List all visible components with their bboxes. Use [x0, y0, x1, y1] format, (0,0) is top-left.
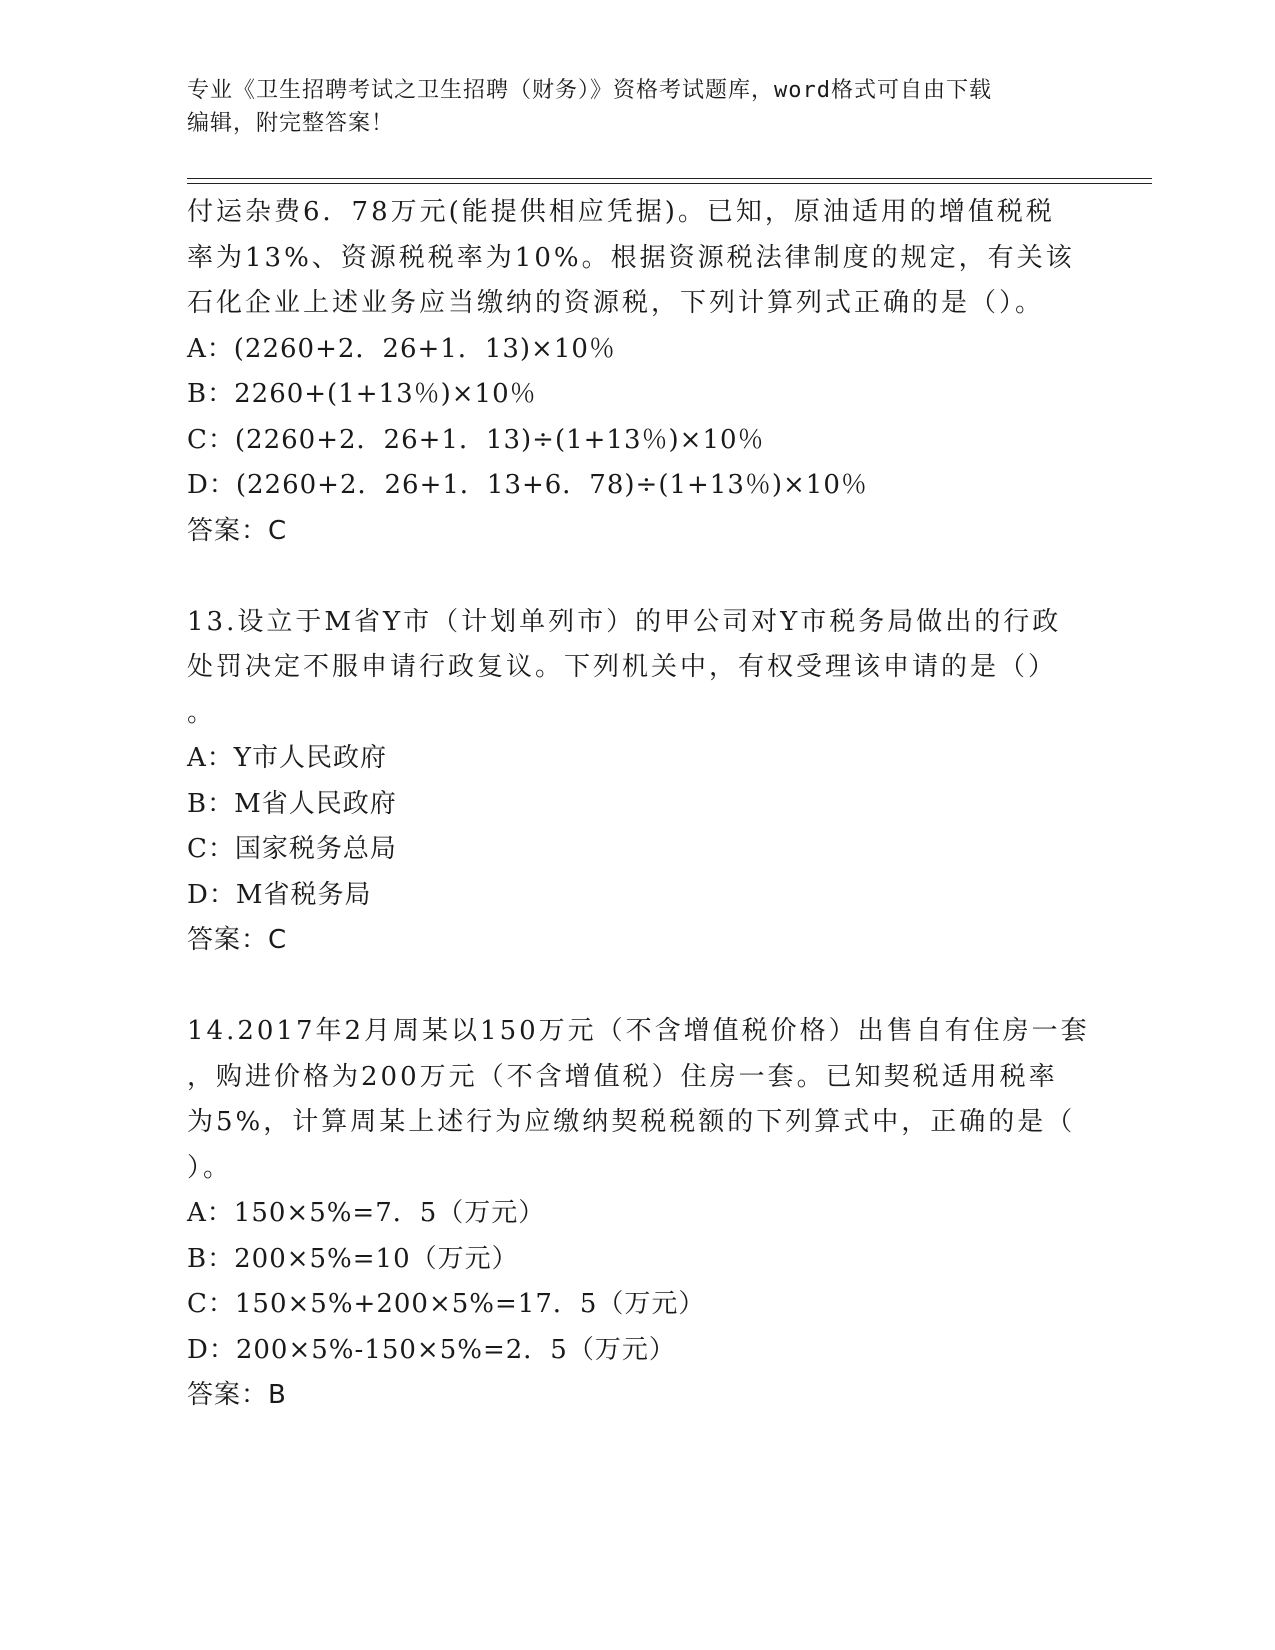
option-d: D：200×5%-150×5%=2．5（万元） — [187, 1334, 676, 1365]
question-12-continued — [187, 190, 1087, 554]
header-divider-top — [187, 178, 1152, 179]
question-text-line: 14.2017年2月周某以150万元（不含增值税价格）出售自有住房一套 — [187, 1016, 1090, 1046]
question-text-line: 为5%，计算周某上述行为应缴纳契税税额的下列算式中，正确的是（ — [187, 1107, 1076, 1137]
question-13 — [187, 600, 1087, 964]
option-d: D：(2260+2．26+1．13+6．78)÷(1+13％)×10％ — [187, 470, 868, 500]
question-text-line: ，购进价格为200万元（不含增值税）住房一套。已知契税适用税率 — [187, 1061, 1058, 1092]
spacer — [187, 964, 1087, 1010]
answer-line: 答案：C — [187, 925, 288, 955]
document-body — [187, 190, 1090, 1419]
question-text-line: ）。 — [187, 1152, 233, 1183]
option-c: C：国家税务总局 — [187, 834, 397, 864]
question-text-line: 13.设立于M省Y市（计划单列市）的甲公司对Y市税务局做出的行政 — [187, 606, 1062, 637]
question-14 — [187, 1009, 1090, 1419]
option-d: D：M省税务局 — [187, 879, 372, 910]
option-b: B：200×5%=10（万元） — [187, 1243, 519, 1274]
page-header — [187, 74, 1067, 140]
answer-line: 答案：B — [187, 1380, 287, 1410]
question-text-line: 付运杂费6．78万元(能提供相应凭据)。已知，原油适用的增值税税 — [187, 197, 1055, 227]
question-text-line: 率为13%、资源税税率为10%。根据资源税法律制度的规定，有关该 — [187, 242, 1075, 273]
header-divider-bottom — [187, 183, 1152, 184]
option-c: C：(2260+2．26+1．13)÷(1+13％)×10％ — [187, 424, 765, 455]
spacer — [187, 554, 1087, 600]
option-c: C：150×5%+200×5%=17．5（万元） — [187, 1289, 706, 1319]
option-a: A：150×5%=7．5（万元） — [187, 1198, 546, 1228]
header-line-2: 编辑，附完整答案！ — [187, 111, 395, 136]
header-line-1: 专业《卫生招聘考试之卫生招聘（财务）》资格考试题库，word格式可自由下载 — [187, 78, 992, 103]
option-b: B：M省人民政府 — [187, 788, 397, 819]
option-b: B：2260+(1+13％)×10％ — [187, 379, 537, 409]
question-text-line: 处罚决定不服申请行政复议。下列机关中，有权受理该申请的是（） — [187, 652, 1058, 682]
option-a: A：(2260+2．26+1．13)×10％ — [187, 333, 616, 364]
option-a: A：Y市人民政府 — [187, 743, 387, 773]
answer-line: 答案：C — [187, 515, 288, 546]
question-text-line: 。 — [187, 697, 217, 728]
question-text-line: 石化企业上述业务应当缴纳的资源税，下列计算列式正确的是（）。 — [187, 288, 1045, 318]
